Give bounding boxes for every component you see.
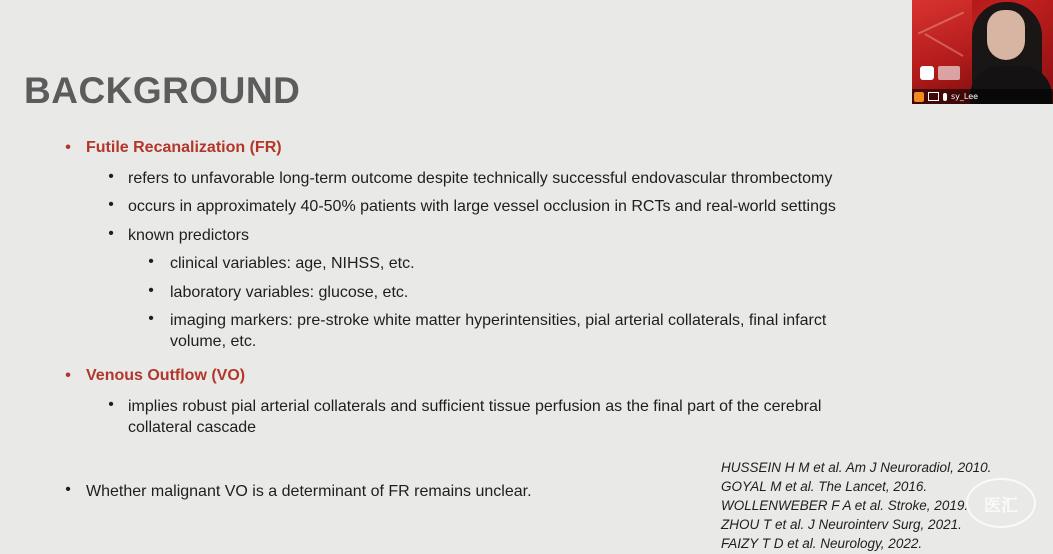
bullet-dot: •: [65, 481, 71, 498]
bullet-dot: •: [148, 253, 154, 270]
watermark-text: 医汇: [984, 495, 1018, 516]
section-heading-vo: Venous Outflow (VO): [86, 367, 246, 384]
bullet-dot: •: [108, 196, 114, 213]
research-question: Whether malignant VO is a determinant of FR remains unclear.: [86, 483, 532, 500]
bullet-item-continued: collateral cascade: [128, 419, 257, 436]
predictor-item: clinical variables: age, NIHSS, etc.: [170, 255, 415, 272]
predictor-item-continued: volume, etc.: [170, 333, 257, 350]
bullet-dot: •: [148, 282, 154, 299]
references-list: [721, 458, 991, 553]
bullet-dot: •: [108, 225, 114, 242]
reference-item: ZHOU T et al. J Neurointerv Surg, 2021.: [721, 517, 962, 532]
webcam-video-tile[interactable]: [912, 0, 1053, 104]
slide-title: BACKGROUND: [24, 70, 301, 111]
bullet-dot: •: [65, 139, 71, 156]
participant-name: sy_Lee: [951, 92, 979, 101]
bullet-dot: •: [108, 396, 114, 413]
event-logo-icon: [920, 66, 934, 80]
microphone-icon: [943, 93, 947, 101]
bullet-item: implies robust pial arterial collaterals and sufficient tissue perfusion as the final part of the cerebral: [128, 398, 822, 415]
bullet-item: occurs in approximately 40-50% patients with large vessel occlusion in RCTs and real-world settings: [128, 198, 836, 215]
bullet-item: known predictors: [128, 227, 249, 244]
speaker-face: [987, 10, 1025, 60]
bullet-dot: •: [108, 168, 114, 185]
event-logo-text-icon: [938, 66, 960, 80]
reference-item: HUSSEIN H M et al. Am J Neuroradiol, 2010.: [721, 460, 992, 475]
watermark-logo: [966, 478, 1036, 528]
host-icon: [914, 92, 924, 102]
bullet-dot: •: [148, 310, 154, 327]
section-heading-fr: Futile Recanalization (FR): [86, 139, 282, 156]
predictor-item: imaging markers: pre-stroke white matter hyperintensities, pial arterial collaterals, final infarct: [170, 312, 827, 329]
reference-item: FAIZY T D et al. Neurology, 2022.: [721, 536, 923, 551]
webcam-status-bar: [912, 89, 1053, 104]
reference-item: WOLLENWEBER F A et al. Stroke, 2019.: [721, 498, 969, 513]
reference-item: GOYAL M et al. The Lancet, 2016.: [721, 479, 928, 494]
bullet-item: refers to unfavorable long-term outcome despite technically successful endovascular thrombectomy: [128, 170, 833, 187]
predictor-item: laboratory variables: glucose, etc.: [170, 284, 409, 301]
bullet-dot: •: [65, 367, 71, 384]
screen-share-icon: [928, 92, 939, 101]
